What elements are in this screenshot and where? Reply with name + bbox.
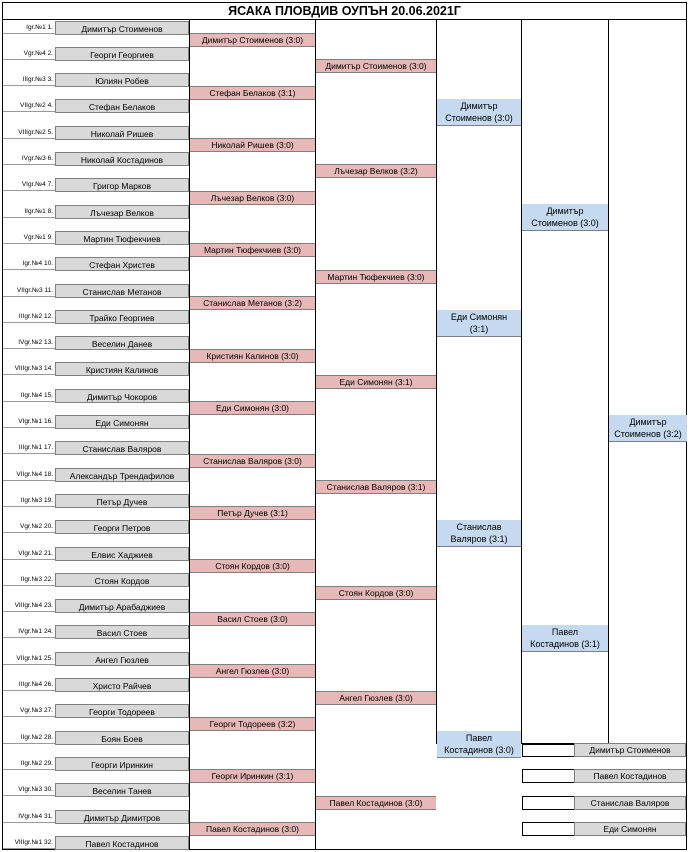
- player-name: Георги Иринкин: [55, 757, 189, 771]
- round2-winner: Кристиян Калинов (3:0): [190, 349, 315, 363]
- seed-label: VIgr.№2 21.: [3, 547, 55, 560]
- round3-winner: Станислав Валяров (3:1): [316, 480, 436, 494]
- round3-winner: Димитър Стоименов (3:0): [316, 59, 436, 73]
- seed-label: VIgr.№1 16.: [3, 415, 55, 428]
- player-name: Васил Стоев: [55, 625, 189, 639]
- round2-winner: Петър Дучев (3:1): [190, 506, 315, 520]
- seed-label: VIIIgr.№4 23.: [3, 599, 55, 612]
- player-name: Димитър Чокоров: [55, 389, 189, 403]
- seed-label: Igr.№4 10.: [3, 257, 55, 270]
- seed-label: IIgr.№1 8.: [3, 205, 55, 218]
- seed-label: VIIIgr.№2 5.: [3, 126, 55, 139]
- seed-label: IVgr.№2 13.: [3, 336, 55, 349]
- seed-label: IIgr.№3 19.: [3, 494, 55, 507]
- round5-winner-line2: Стоименов (3:0): [531, 218, 599, 228]
- champion-line1: Димитър: [629, 417, 667, 427]
- seed-label: IVgr.№4 31.: [3, 810, 55, 823]
- round2-winner: Станислав Метанов (3:2): [190, 296, 315, 310]
- seed-label: VIIIgr.№1 32.: [3, 836, 55, 849]
- round3-winner: Ангел Гюзлев (3:0): [316, 691, 436, 705]
- player-name: Георги Петров: [55, 520, 189, 534]
- seed-label: Vgr.№2 20.: [3, 520, 55, 533]
- player-name: Мартин Тюфекчиев: [55, 231, 189, 245]
- round4-winner-line2: Стоименов (3:0): [445, 113, 513, 123]
- seed-label: IIgr.№2 29.: [3, 757, 55, 770]
- player-name: Стефан Белаков: [55, 99, 189, 113]
- round4-winner: [437, 99, 521, 126]
- seed-label: IIgr.№3 22.: [3, 573, 55, 586]
- round5-winner-line2: Костадинов (3:1): [530, 639, 600, 649]
- round2-winner: Стефан Белаков (3:1): [190, 86, 315, 100]
- round4-winner-line2: (3:1): [469, 324, 489, 334]
- seed-label: VIIgr.№4 18.: [3, 468, 55, 481]
- seed-label: IVgr.№1 24.: [3, 625, 55, 638]
- player-name: Лъчезар Велков: [55, 205, 189, 219]
- seed-label: Vgr.№3 27.: [3, 704, 55, 717]
- champion-line2: Стоименов (3:2): [614, 429, 682, 439]
- seed-label: VIIgr.№1 25.: [3, 652, 55, 665]
- round5-winner: [522, 204, 608, 231]
- seed-label: VIgr.№3 30.: [3, 783, 55, 796]
- seed-label: IVgr.№3 6.: [3, 152, 55, 165]
- standing-name: Павел Костадинов: [574, 769, 686, 783]
- round3-winner: Лъчезар Велков (3:2): [316, 164, 436, 178]
- player-name: Христо Райчев: [55, 678, 189, 692]
- player-name: Стефан Христев: [55, 257, 189, 271]
- player-name: Григор Марков: [55, 178, 189, 192]
- player-name: Еди Симонян: [55, 415, 189, 429]
- player-name: Станислав Валяров: [55, 441, 189, 455]
- round4-winner-line1: Димитър: [460, 101, 498, 111]
- round3-winner: Стоян Кордов (3:0): [316, 586, 436, 600]
- player-name: Станислав Метанов: [55, 284, 189, 298]
- round2-winner: Стоян Кордов (3:0): [190, 559, 315, 573]
- round2-winner: Станислав Валяров (3:0): [190, 454, 315, 468]
- seed-label: IIIgr.№2 12.: [3, 310, 55, 323]
- player-name: Николай Ришев: [55, 126, 189, 140]
- round4-winner-line1: Еди Симонян: [450, 312, 508, 322]
- player-name: Стоян Кордов: [55, 573, 189, 587]
- player-name: Юлиян Робев: [55, 73, 189, 87]
- seed-label: Vgr.№4 2.: [3, 47, 55, 60]
- round3-winner: Еди Симонян (3:1): [316, 375, 436, 389]
- seed-label: IIgr.№2 28.: [3, 731, 55, 744]
- round2-winner: Мартин Тюфекчиев (3:0): [190, 243, 315, 257]
- player-name: Трайко Георгиев: [55, 310, 189, 324]
- player-name: Димитър Арабаджиев: [55, 599, 189, 613]
- round2-winner: Георги Иринкин (3:1): [190, 769, 315, 783]
- seed-label: VIgr.№4 7.: [3, 178, 55, 191]
- player-name: Георги Георгиев: [55, 47, 189, 61]
- seed-label: VIIIgr.№3 14.: [3, 362, 55, 375]
- round3-winner: Мартин Тюфекчиев (3:0): [316, 270, 436, 284]
- player-name: Николай Костадинов: [55, 152, 189, 166]
- round2-winner: Димитър Стоименов (3:0): [190, 33, 315, 47]
- player-name: Димитър Стоименов: [55, 21, 189, 35]
- round2-winner: Николай Ришев (3:0): [190, 138, 315, 152]
- champion: [609, 415, 687, 442]
- player-name: Елвис Хаджиев: [55, 547, 189, 561]
- seed-label: Vgr.№1 9.: [3, 231, 55, 244]
- seed-label: IIIgr.№1 17.: [3, 441, 55, 454]
- standing-name: Станислав Валяров: [574, 796, 686, 810]
- player-name: Веселин Данев: [55, 336, 189, 350]
- round4-winner-line2: Валяров (3:1): [450, 534, 508, 544]
- round5-winner-line1: Павел: [551, 627, 579, 637]
- player-name: Боян Боев: [55, 731, 189, 745]
- player-name: Димитър Димитров: [55, 810, 189, 824]
- round2-winner: Георги Тодореев (3:2): [190, 717, 315, 731]
- round4-winner: [437, 731, 521, 758]
- seed-label: IIIgr.№4 26.: [3, 678, 55, 691]
- player-name: Веселин Танев: [55, 783, 189, 797]
- seed-label: Igr.№1 1.: [3, 21, 55, 34]
- standing-name: Димитър Стоименов: [574, 743, 686, 757]
- player-name: Кристиян Калинов: [55, 362, 189, 376]
- seed-label: IIIgr.№3 3.: [3, 73, 55, 86]
- round4-winner-line2: Костадинов (3:0): [444, 745, 514, 755]
- round4-winner: [437, 310, 521, 337]
- player-name: Павел Костадинов: [55, 836, 189, 850]
- player-name: Ангел Гюзлев: [55, 652, 189, 666]
- round2-winner: Павел Костадинов (3:0): [190, 822, 315, 836]
- round4-winner: [437, 520, 521, 547]
- player-name: Петър Дучев: [55, 494, 189, 508]
- round5-winner: [522, 625, 608, 652]
- round2-winner: Еди Симонян (3:0): [190, 401, 315, 415]
- round2-winner: Лъчезар Велков (3:0): [190, 191, 315, 205]
- seed-label: IIgr.№4 15.: [3, 389, 55, 402]
- round4-winner-line1: Павел: [465, 733, 493, 743]
- page-title: ЯСАКА ПЛОВДИВ ОУПЪН 20.06.2021Г: [3, 3, 686, 20]
- player-name: Георги Тодореев: [55, 704, 189, 718]
- round3-winner: Павел Костадинов (3:0): [316, 796, 436, 810]
- round2-winner: Ангел Гюзлев (3:0): [190, 664, 315, 678]
- round5-winner-line1: Димитър: [546, 206, 584, 216]
- player-name: Александър Трендафилов: [55, 468, 189, 482]
- round4-winner-line1: Станислав: [456, 522, 502, 532]
- standing-name: Еди Симонян: [574, 822, 686, 836]
- seed-label: VIIgr.№3 11.: [3, 284, 55, 297]
- round2-winner: Васил Стоев (3:0): [190, 612, 315, 626]
- seed-label: VIIgr.№2 4.: [3, 99, 55, 112]
